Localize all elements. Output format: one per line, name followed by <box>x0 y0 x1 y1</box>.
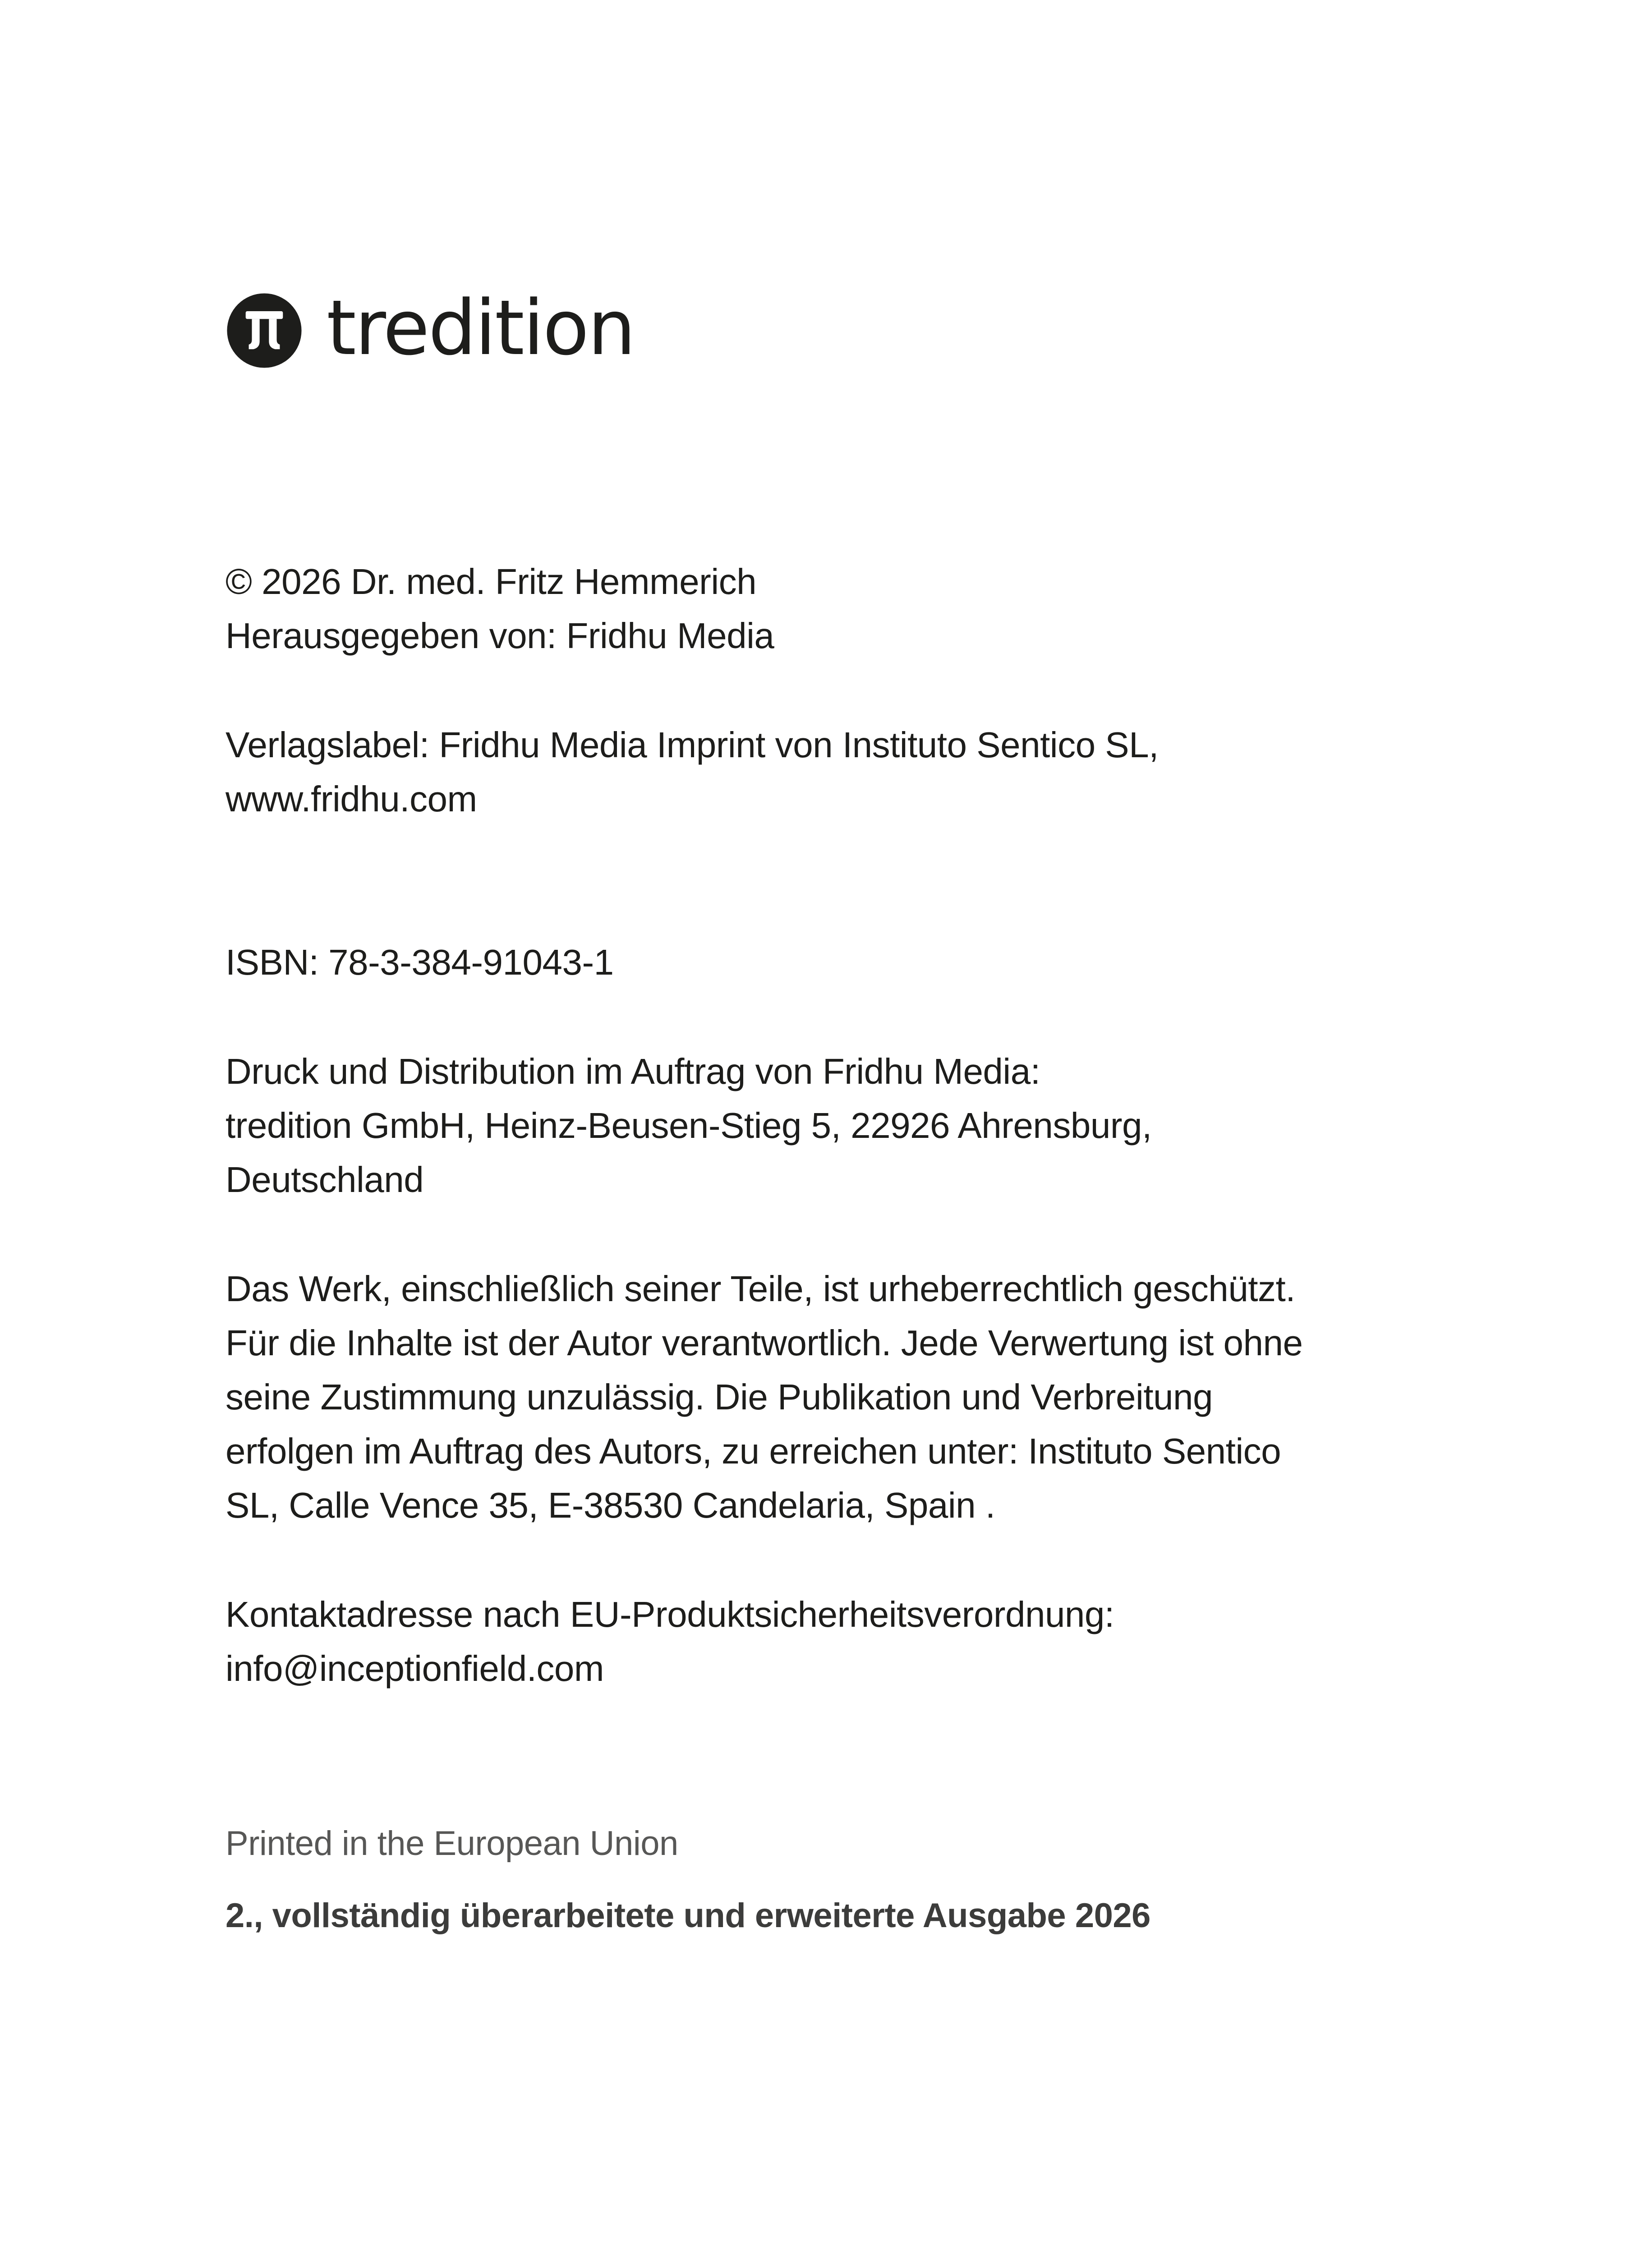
printing-line-3: Deutschland <box>225 1160 424 1200</box>
copyright-line: © 2026 Dr. med. Fritz Hemmerich <box>225 561 757 602</box>
rights-line-2: Für die Inhalte ist der Autor verantwortlich. Jede Verwertung ist ohne <box>225 1323 1303 1363</box>
rights-line-1: Das Werk, einschließlich seiner Teile, ist urheberrechtlich geschützt. <box>225 1269 1295 1309</box>
isbn-line: ISBN: 78-3-384-91043-1 <box>225 942 614 982</box>
rights-line-5: SL, Calle Vence 35, E-38530 Candelaria, Spain . <box>225 1485 995 1525</box>
tredition-wordmark: tredition <box>327 283 635 372</box>
tredition-logo-icon <box>225 292 303 369</box>
imprint-label-line: Verlagslabel: Fridhu Media Imprint von Instituto Sentico SL, <box>225 725 1159 765</box>
edition-line: 2., vollständig überarbeitete und erweiterte Ausgabe 2026 <box>225 1896 1150 1935</box>
publisher-line: Herausgegeben von: Fridhu Media <box>225 616 774 656</box>
printed-in-line: Printed in the European Union <box>225 1824 678 1863</box>
printing-line-1: Druck und Distribution im Auftrag von Fridhu Media: <box>225 1051 1040 1091</box>
publisher-logo <box>225 283 635 372</box>
printing-line-2: tredition GmbH, Heinz-Beusen-Stieg 5, 22926 Ahrensburg, <box>225 1105 1152 1146</box>
website-line: www.fridhu.com <box>225 779 477 819</box>
rights-line-3: seine Zustimmung unzulässig. Die Publikation und Verbreitung <box>225 1377 1213 1417</box>
contact-email: info@inceptionfield.com <box>225 1648 604 1689</box>
rights-line-4: erfolgen im Auftrag des Autors, zu erreichen unter: Instituto Sentico <box>225 1431 1281 1471</box>
contact-line-1: Kontaktadresse nach EU-Produktsicherheitsverordnung: <box>225 1594 1114 1634</box>
